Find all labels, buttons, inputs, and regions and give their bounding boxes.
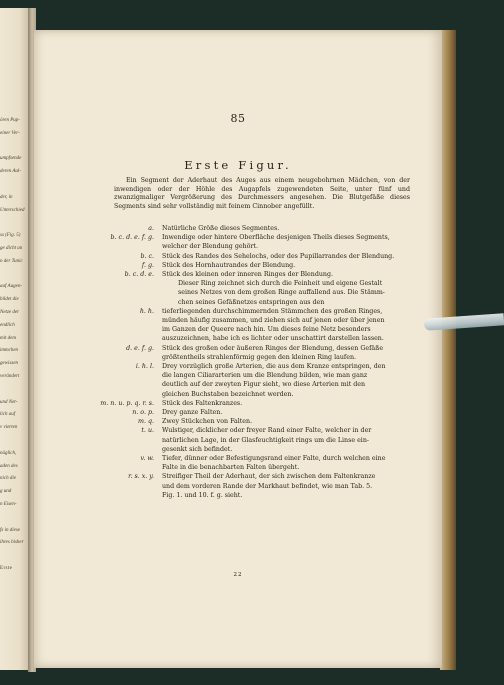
entry-line: Stück des Hornhautrandes der Blendung. — [162, 261, 296, 269]
entry-line: die langen Ciliararterien um die Blendung bilden, wie man ganz — [162, 372, 368, 380]
entry-line: Stück des kleinen oder inneren Ringes der Blendung. — [162, 271, 334, 278]
facing-page-line: der, in — [0, 194, 13, 200]
facing-page-line: gewissen — [0, 361, 19, 367]
facing-page-line: immchen — [0, 348, 19, 354]
entry-description — [162, 307, 414, 344]
entry-line: auszuzeichnen, habe ich es lichter oder unschattirt darstellen lassen. — [162, 335, 384, 343]
entry-reference-letters: m. n. u. p. q. r. s. — [100, 399, 154, 407]
entry-line: Drey vorzüglich große Arterien, die aus dem Kranze entspringen, den — [162, 363, 386, 370]
entry-line: Zwey Stückchen von Falten. — [162, 418, 253, 426]
entry-line: Wulstiger, dicklicher oder freyer Rand einer Falte, welcher in der — [162, 427, 372, 435]
entry-line: Drey ganze Falten. — [162, 409, 223, 416]
facing-page-line: endlich — [0, 322, 15, 328]
entry-line: Streifiger Theil der Aderhaut, der sich zwischen dem Faltenkranze — [162, 473, 376, 481]
entry-description — [178, 279, 414, 307]
facing-page-line: deren Aul- — [0, 169, 21, 175]
entry-line: Falte in die benachbarten Falten übergeht. — [162, 464, 300, 472]
entry-line: Natürliche Größe dieses Segmentes. — [162, 225, 280, 232]
facing-page-line: Unterschied — [0, 207, 25, 213]
entry-reference-letters: a. — [148, 225, 154, 232]
facing-page-line: ihres bisher — [0, 540, 24, 546]
entry-description — [162, 417, 414, 426]
entry-line: tieferliegenden durchschimmernden Stämmchen des großen Ringes, — [162, 307, 383, 315]
entry-line: Stück des Randes des Sehelochs, oder des Pupillarrandes der Blendung. — [162, 252, 395, 260]
entry-line: deutlich auf der zweyten Figur sieht, wo diese Arterien mit den — [162, 381, 366, 389]
entry-reference-letters: i. h. l. — [135, 363, 154, 370]
page-number: 85 — [230, 112, 246, 125]
entry-line: Dieser Ring zeichnet sich durch die Feinheit und eigene Gestalt — [178, 280, 383, 288]
facing-page-line: Erste — [0, 566, 13, 571]
facing-page-line: n Eisen- — [0, 502, 17, 507]
intro-text: Ein Segment der Aderhaut des Auges aus einem neugebohrnen Mädchen, von der inwendigen oder der Höhle des Augapfels zugewendeten Seite, unter fünf und zwanzigmaliger Vergrößerung des Durchmessers angesehen. Die Blutgefäße dieses Segments sind sehr vollständig mit feinem Cinnober angefüllt. — [114, 177, 410, 211]
entry-description — [162, 454, 414, 472]
entry-reference-letters: n. o. p. — [132, 409, 154, 416]
entry-line: Inwendige oder hintere Oberfläche desjenigen Theils dieses Segments, — [162, 234, 390, 242]
entry-line: münden häufig zusammen, und ziehen sich auf jenen oder über jenen — [162, 317, 385, 324]
facing-page-line: n der Tunic — [0, 258, 23, 264]
entry-line: Stück des großen oder äußeren Ringes der Blendung, dessen Gefäße — [162, 344, 384, 352]
facing-page-line: bildet die — [0, 297, 19, 303]
entry-line: im Ganzen der Queere nach hin. Um dieses feine Netz besonders — [162, 326, 371, 334]
entry-line: und dem vorderen Rande der Markhaut befindet, wie man Tab. 5. — [162, 482, 373, 490]
entry-description — [162, 252, 414, 261]
entry-line: Stück des Faltenkranzes. — [162, 399, 243, 407]
entry-line: seines Netzes von dem großen Ringe auffallend aus. Die Stämm- — [178, 289, 385, 297]
entry-reference-letters: b. c. d. e. f. g. — [110, 234, 154, 242]
facing-page-line: v vierten — [0, 425, 18, 431]
entry-description — [162, 344, 414, 362]
facing-page-line: umpfsende — [0, 156, 22, 162]
entry-description — [162, 261, 414, 270]
entry-description — [162, 362, 414, 399]
entry-reference-letters: f. g. — [141, 261, 154, 269]
entry-line: chen seines Gefäßnetzes entspringen aus den — [178, 298, 325, 306]
facing-page-line: näglich, — [0, 450, 17, 456]
facing-page-line: und Net- — [0, 399, 18, 405]
facing-page-line: auf Augen- — [0, 284, 22, 290]
book-page — [34, 30, 442, 668]
facing-page-line: Netze der — [0, 310, 20, 315]
facing-page-line: ören Pup- — [0, 118, 20, 123]
facing-page-fragment — [0, 8, 28, 670]
entry-reference-letters: t. u. — [141, 427, 154, 435]
entry-description — [162, 426, 414, 454]
entry-line: gleichen Buchstaben bezeichnet werden. — [162, 390, 294, 398]
entry-reference-letters: h. h. — [139, 307, 154, 315]
entry-line: gesenkt sich befindet. — [162, 445, 233, 453]
facing-page-line: g und — [0, 489, 12, 495]
facing-page-line: nich die — [0, 476, 16, 482]
facing-page-line: mit dem — [0, 335, 16, 341]
entry-description — [162, 399, 414, 408]
entry-description — [162, 233, 414, 251]
facing-page-line: ss (Fig. 5) — [0, 233, 21, 239]
intro-paragraph — [114, 177, 410, 212]
entry-reference-letters: b. c. d. e. — [124, 271, 154, 278]
facing-page-line: lich auf — [0, 412, 16, 418]
entry-line: Fig. 1. und 10. f. g. sieht. — [162, 491, 243, 499]
entry-line: größtentheils strahlenförmig gegen den kleinen Ring laufen. — [162, 353, 357, 361]
entry-description — [162, 472, 414, 500]
entry-line: natürlichen Lage, in der Glasfeuchtigkeit rings um die Linse ein- — [162, 436, 370, 444]
entry-line: Tiefer, dünner oder Befestigungsrand einer Falte, durch welchen eine — [162, 455, 386, 462]
entry-reference-letters: r. s. x. y. — [128, 473, 154, 481]
facing-page-line: aden des — [0, 463, 18, 469]
entry-description — [162, 224, 414, 233]
facing-page-line: fs in diese — [0, 527, 20, 533]
entry-reference-letters: v. w. — [140, 455, 154, 462]
facing-page-line: verändert — [0, 374, 20, 379]
entry-reference-letters: b. c. — [140, 252, 154, 260]
entry-reference-letters: d. e. f. g. — [126, 344, 154, 352]
page-heading: Erste Figur. — [184, 158, 292, 172]
page-edge — [440, 30, 456, 670]
entry-reference-letters: m. q. — [137, 418, 154, 426]
entry-description — [162, 408, 414, 417]
facing-page-line: ge dicht an — [0, 246, 23, 251]
entry-line: welcher der Blendung gehört. — [162, 243, 258, 251]
facing-page-line: einer Ver- — [0, 130, 20, 136]
entry-description — [162, 270, 414, 279]
signature-mark: 22 — [233, 572, 243, 578]
